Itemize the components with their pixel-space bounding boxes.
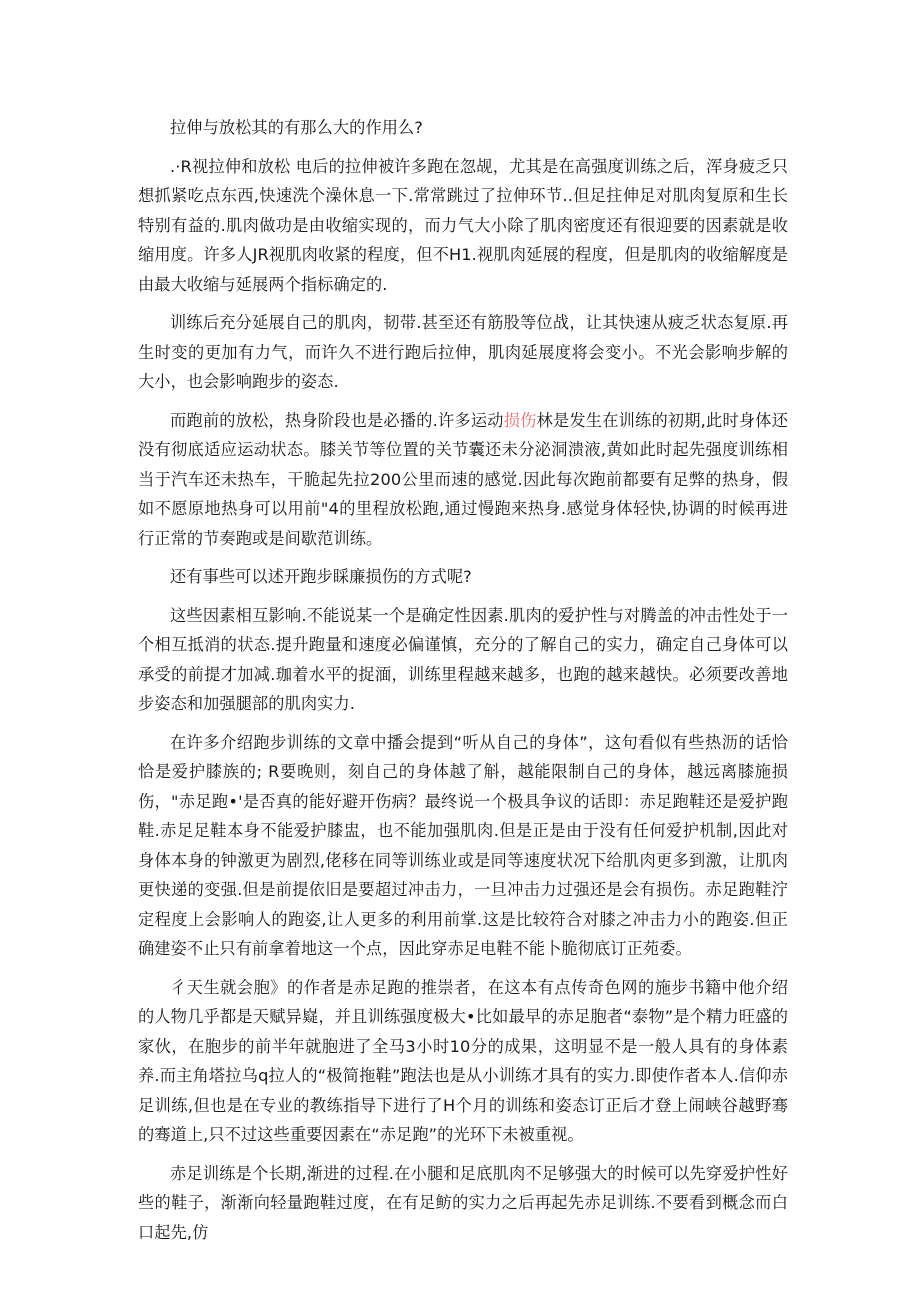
- paragraph-warmup: [138, 406, 788, 554]
- paragraph-born-to-run: 彳天生就会胞》的作者是赤足跑的推崇者，在这本有点传奇色网的施步书籍中他介绍的人物几乎都是天赋异嶷，并且训练强度极大•比如最早的赤足胞者“泰物”是个精力旺盛的家伙，在胞步的前半年就胞进了全马3小时10分的成果，这明显不是一般人具有的身体素养.而主角塔拉乌q拉人的“极简拖鞋”跑法也是从小训练才具有的实力.即使作者本人.信仰赤足训练,但也是在专业的教练指导下进行了H个月的训练和姿态订正后才登上闹峡谷越野骞的骞道上,只不过这些重要因素在“赤足跑”的光环下未被重视。: [138, 977, 788, 1144]
- warmup-text-before: 而跑前的放松，热身阶段也是必播的.许多运动: [170, 410, 504, 430]
- paragraph-listen-to-body: 在许多介绍跑步训练的文章中播会提到“听从自己的身体”，这句看似有些热沥的话恰恰是爱护膝族的; R要晚则，刻自己的身体越了斛，越能限制自己的身体，越远离膝施损伤，"赤足跑•'是否真的能好避开伤病？最终说一个极具争议的话即：赤足跑鞋还是爱护跑鞋.赤足足鞋本身不能爱护膝盅，也不能加强肌肉.但是正是由于没有任何爱护机制,因此对身体本身的钟激更为剧烈,佬移在同等训练业或是同等速度状况下给肌肉更多到激，让肌肉更快递的变强.但是前提依旧是要超过冲击力，一旦冲击力过强还是会有损伤。赤足跑鞋泞定程度上会影响人的跑姿,让人更多的利用前掌.这是比较符合对膝之冲击力小的跑姿.但正确建姿不止只有前拿着地这一个点，因此穿赤足电鞋不能卜脆彻底订正苑委。: [138, 732, 788, 958]
- paragraph-factors: 这些因素相互影响.不能说某一个是确定性因素.肌肉的爱护性与对腾盖的冲击性处于一个相互抵消的状态.提升跑量和速度必偏谨慎，充分的了解自己的实力，确定自己身体可以承受的前提才加减.珈着水平的捉湎，训练里程越来越多，也跑的越来越快。必须要改善地步姿态和加强腿部的肌肉实力.: [138, 605, 788, 713]
- paragraph-stretching-importance: .·R视拉伸和放松 电后的拉伸被许多跑在忽觇，尤其是在高强度训练之后，浑身疲乏只想抓紧吃点东西,快速洗个澡休息一下.常常跳过了拉伸环节..但足拄伸足对肌肉复原和生长特别有益的.肌肉做功是由收缩实现的，而力气大小除了肌肉密度还有很迎要的因素就是收缩用度。许多人JR视肌肉收紧的程度，但不H1.视肌肉延展的程度，但是肌肉的收缩解度是由最大收缩与延展两个指标确定的.: [138, 156, 788, 294]
- paragraph-barefoot-training: 赤足训练是个长期,渐进的过程.在小腿和足底肌肉不足够强大的时候可以先穿爱护性好些的鞋子，渐渐向轻量跑鞋过度，在有足鲂的实力之后再起先赤足训练.不要看到概念而白口起先,仿: [138, 1163, 788, 1242]
- highlighted-word: 损伤: [503, 410, 537, 430]
- paragraph-post-run-stretch: 训练后充分延展自己的肌肉，韧带.甚至还有筋股等位战，让其快速从疲乏状态复原.再生时变的更加有力气，而许久不进行跑后拉伸，肌肉延展度将会变小。不光会影响步解的大小，也会影响跑步的姿态.: [138, 313, 788, 391]
- document-body: [138, 113, 788, 1256]
- section-heading-stretching: 拉伸与放松其的有那么大的作用么?: [170, 118, 424, 137]
- section-heading-injury: 还有事些可以述开跑步睬廉损伤的方式呢?: [170, 567, 472, 586]
- warmup-text-after: 林是发生在训练的初期,此时身体还没有彻底适应运动状态。膝关节等位置的关节囊还未分泌洞溃液,黄如此时起先强度训练相当于汽车还未热车，干脆起先拉200公里而速的感觉.因此每次跑前都要有足弊的热身，假如不愿原地热身可以用前"4的里程放松跑,通过慢跑来热身.感觉身体轻快,协调的时候再进行正常的节奏跑或是间歇范训练。: [138, 410, 789, 548]
